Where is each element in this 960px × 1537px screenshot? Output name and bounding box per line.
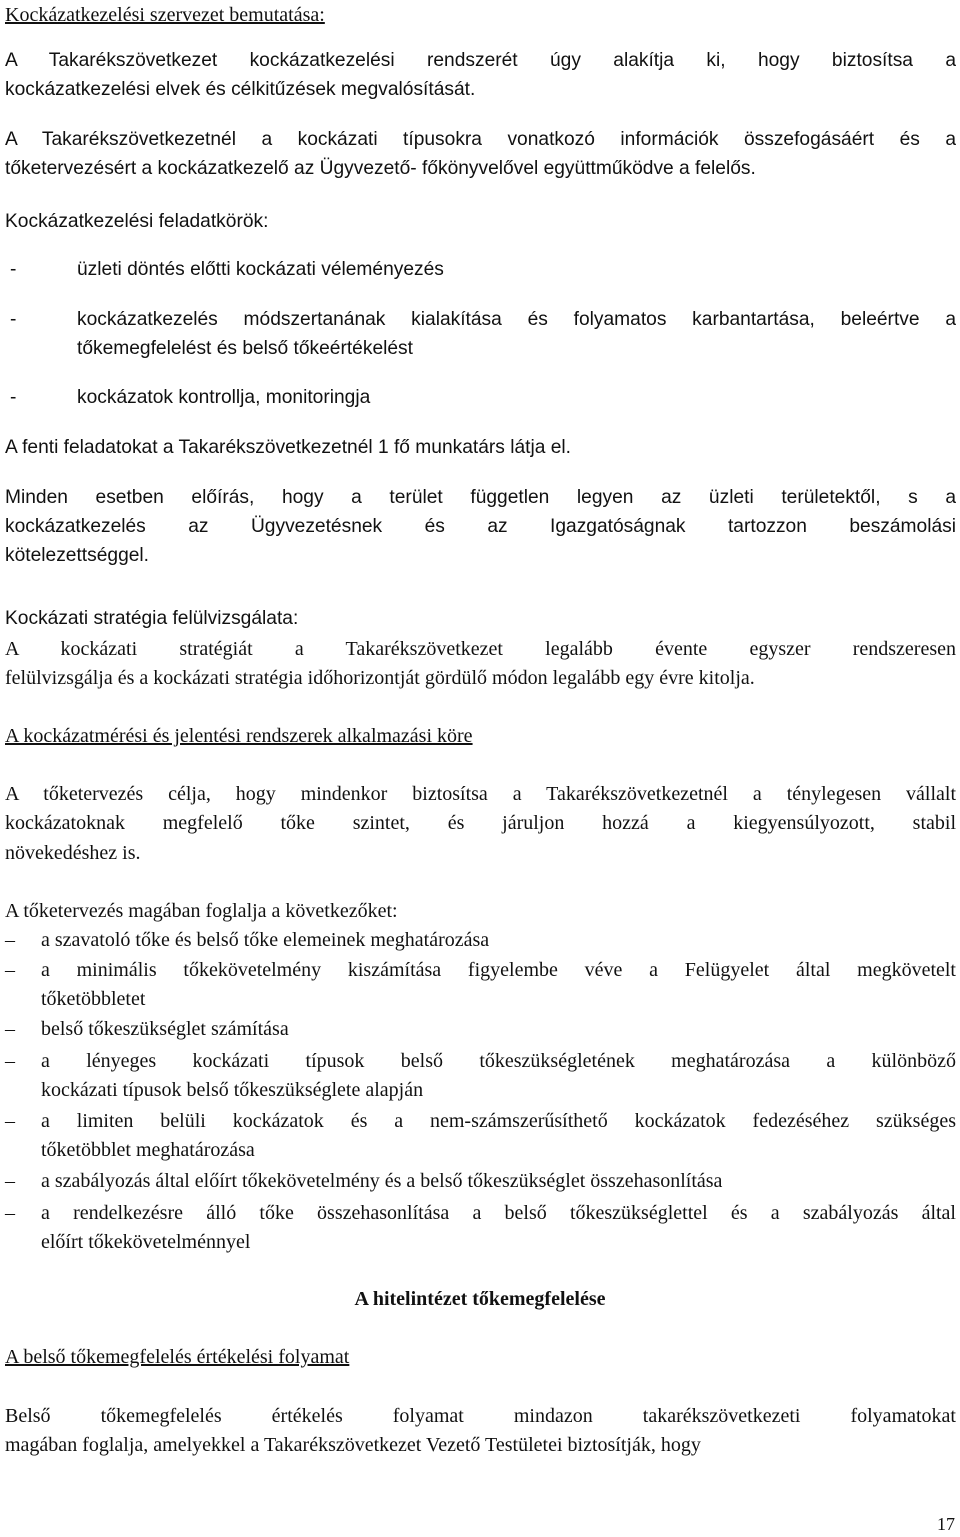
list-item: kockázatkezelés módszertanának kialakítása és folyamatos karbantartása, beleértve a [77, 309, 956, 330]
page-number: 17 [937, 1514, 955, 1534]
list-dash: – [5, 1110, 15, 1132]
list-dash: – [5, 1202, 15, 1224]
list-dash: - [10, 387, 17, 408]
list-dash: – [5, 1018, 15, 1040]
list-item: üzleti döntés előtti kockázati véleményezés [77, 259, 444, 280]
list-dash: – [5, 959, 15, 981]
list-item: a szavatoló tőke és belső tőke elemeinek meghatározása [41, 929, 490, 951]
list-item: a rendelkezésre álló tőke összehasonlítása a belső tőkeszükséglettel és a szabályozás által [41, 1202, 956, 1224]
list-item: a lényeges kockázati típusok belső tőkeszükségletének meghatározása a különböző [41, 1050, 956, 1072]
list-dash: – [5, 1050, 15, 1072]
list-dash: – [5, 1170, 15, 1192]
paragraph-line: A Takarékszövetkezet kockázatkezelési rendszerét úgy alakítja ki, hogy biztosítsa a [5, 50, 956, 71]
staff-note: A fenti feladatokat a Takarékszövetkezetnél 1 fő munkatárs látja el. [5, 437, 572, 458]
list-item: kockázatok kontrollja, monitoringja [77, 387, 371, 408]
paragraph-line: felülvizsgálja és a kockázati stratégia időhorizontját gördülő módon legalább egy évre kitolja. [5, 667, 755, 689]
section-heading: A kockázatmérési és jelentési rendszerek alkalmazási köre [5, 725, 473, 747]
paragraph-line: kockázatkezelés az Ügyvezetésnek és az Igazgatóságnak tartozzon beszámolási [5, 516, 956, 537]
paragraph-line: kötelezettséggel. [5, 545, 149, 566]
list-item-continuation: tőkemegfelelést és belső tőkeértékelést [77, 338, 413, 359]
paragraph-line: magában foglalja, amelyekkel a Takarékszövetkezet Vezető Testületei biztosítják, hogy [5, 1434, 701, 1456]
paragraph-line: kockázatoknak megfelelő tőke szintet, és járuljon hozzá a kiegyensúlyozott, stabil [5, 812, 956, 834]
section-title: A hitelintézet tőkemegfelelése [354, 1288, 606, 1310]
subsection-heading: A belső tőkemegfelelés értékelési folyamat [5, 1346, 350, 1368]
paragraph-line: kockázatkezelési elvek és célkitűzések megvalósítását. [5, 79, 476, 100]
includes-title: A tőketervezés magában foglalja a következőket: [5, 900, 398, 922]
list-item-continuation: tőketöbblet meghatározása [41, 1139, 255, 1161]
list-item-continuation: előírt tőkekövetelménnyel [41, 1231, 251, 1253]
paragraph-line: A kockázati stratégiát a Takarékszövetkezet legalább évente egyszer rendszeresen [5, 638, 956, 660]
list-item: a szabályozás által előírt tőkekövetelmény és a belső tőkeszükséglet összehasonlítása [41, 1170, 723, 1192]
paragraph-line: növekedéshez is. [5, 842, 141, 864]
paragraph-line: tőketervezésért a kockázatkezelő az Ügyvezető- főkönyvelővel együttműködve a felelős. [5, 158, 756, 179]
paragraph-line: Minden esetben előírás, hogy a terület független legyen az üzleti területektől, s a [5, 487, 956, 508]
list-dash: - [10, 259, 17, 280]
list-item-continuation: tőketöbbletet [41, 988, 146, 1010]
list-item: a limiten belüli kockázatok és a nem-számszerűsíthető kockázatok fedezéséhez szükséges [41, 1110, 956, 1132]
list-item: belső tőkeszükséglet számítása [41, 1018, 289, 1040]
paragraph-line: Belső tőkemegfelelés értékelés folyamat mindazon takarékszövetkezeti folyamatokat [5, 1405, 956, 1427]
list-item: a minimális tőkekövetelmény kiszámítása figyelembe véve a Felügyelet által megkövetelt [41, 959, 956, 981]
section-heading: Kockázatkezelési szervezet bemutatása: [5, 4, 325, 26]
tasks-title: Kockázatkezelési feladatkörök: [5, 211, 269, 232]
paragraph-line: A tőketervezés célja, hogy mindenkor biztosítsa a Takarékszövetkezetnél a ténylegesen vállalt [5, 783, 956, 805]
list-dash: – [5, 929, 15, 951]
paragraph-line: A Takarékszövetkezetnél a kockázati típusokra vonatkozó információk összefogásáért és a [5, 129, 956, 150]
list-item-continuation: kockázati típusok belső tőkeszükséglete alapján [41, 1079, 424, 1101]
review-title: Kockázati stratégia felülvizsgálata: [5, 608, 299, 629]
list-dash: - [10, 309, 17, 330]
